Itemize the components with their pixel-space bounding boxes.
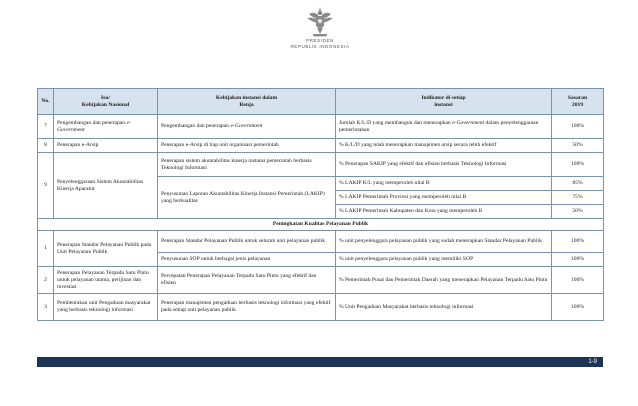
row-indicator: % unit penyelenggara pelayanan publik yang sudah menerapkan Standar Pelayanan Publik xyxy=(336,231,552,253)
table-row xyxy=(38,231,604,253)
table-row xyxy=(38,294,604,321)
header-indicator: Indikator di setiap instansi xyxy=(336,89,552,115)
table-row xyxy=(38,153,604,177)
row-indicator: % LAKIP Pemerintah Provinsi yang memperoleh nilai B xyxy=(336,191,552,205)
row-target: 100% xyxy=(552,231,604,253)
row-policy: Penyusunan Laporan Akuntabilitas Kinerja Instansi Pemerintah (LAKIP) yang berkualitas xyxy=(158,177,336,219)
table-row xyxy=(38,139,604,153)
row-indicator: % Unit Pengaduan Masyarakat berbasis teknologi informasi xyxy=(336,294,552,321)
row-issue: Penyelenggaraan Sistem Akuntabilitas Kinerja Aparatur xyxy=(54,153,158,219)
row-policy: Penerapan e-Arsip di tiap unit organisasi pemerintah xyxy=(158,139,336,153)
row-issue: Pengembangan dan penerapan e-Government xyxy=(54,115,158,139)
garuda-emblem xyxy=(285,4,355,80)
page-number: 1-9 xyxy=(588,359,597,365)
row-number: 1 xyxy=(38,231,54,267)
row-number: 9 xyxy=(38,153,54,219)
row-policy: Pengembangan dan penerapan e-Government xyxy=(158,115,336,139)
row-number: 8 xyxy=(38,139,54,153)
policy-table xyxy=(37,88,604,321)
row-indicator: Jumlah K/L/D yang membangun dan menerapkan e-Government dalam penyelenggaraan pemerintahan xyxy=(336,115,552,139)
row-issue: Penerapan Pelayanan Terpadu Satu Pintu untuk pelayanan utama, perijinan dan investasi xyxy=(54,267,158,294)
section-row xyxy=(38,219,604,231)
row-indicator: % LAKIP Pemerintah Kabupaten dan Kota yang memperoleh B xyxy=(336,205,552,219)
table-row xyxy=(38,115,604,139)
row-issue: Penerapan Standar Pelayanan Publik pada Unit Pelayanan Publik xyxy=(54,231,158,267)
row-number: 7 xyxy=(38,115,54,139)
garuda-emblem-icon xyxy=(305,4,335,38)
row-policy: Percepatan Penerapan Pelayanan Terpadu Satu Pintu yang efektif dan efisien xyxy=(158,267,336,294)
row-target: 100% xyxy=(552,153,604,177)
row-target: 50% xyxy=(552,205,604,219)
row-indicator: % LAKIP K/L yang memperoleh nilai B xyxy=(336,177,552,191)
row-policy: Penerapan Standar Pelayanan Publik untuk seluruh unit pelayanan publik xyxy=(158,231,336,253)
table-row xyxy=(38,267,604,294)
table-header-row xyxy=(38,89,604,115)
row-issue: Penerapan e-Arsip xyxy=(54,139,158,153)
row-indicator: % K/L/D yang telah menerapkan manajemen arsip secara lebih efektif xyxy=(336,139,552,153)
emblem-caption-line1: PRESIDEN xyxy=(306,38,334,43)
header-issue: Isu/ Kebijakan Nasional xyxy=(54,89,158,115)
row-target: 100% xyxy=(552,115,604,139)
header-target: Sasaran 2019 xyxy=(552,89,604,115)
row-target: 100% xyxy=(552,267,604,294)
emblem-caption-line2: REPUBLIK INDONESIA xyxy=(290,44,350,49)
header-policy: Kebijakan instansi dalam Renja xyxy=(158,89,336,115)
header-no: No. xyxy=(38,89,54,115)
row-policy: Penerapan manajemen pengaduan berbasis teknologi informasi yang efektif pada setiap unit pelayanan publik xyxy=(158,294,336,321)
row-indicator: % unit penyelenggara pelayanan publik yang memiliki SOP xyxy=(336,253,552,267)
row-indicator: % Pemerintah Pusat dan Pemerintah Daerah yang menerapkan Pelayanan Terpadu Satu Pintu xyxy=(336,267,552,294)
row-number: 2 xyxy=(38,267,54,294)
row-target: 100% xyxy=(552,294,604,321)
row-policy: Penyusunan SOP untuk berbagai jenis pelayanan xyxy=(158,253,336,267)
row-issue: Pembentukan unit Pengaduan masyarakat yang berbasis teknologi informasi xyxy=(54,294,158,321)
row-target: 85% xyxy=(552,177,604,191)
row-policy: Penerapan sistem akuntabilitas kinerja instansi pemerintah berbasis Teknologi Informasi xyxy=(158,153,336,177)
row-target: 75% xyxy=(552,191,604,205)
row-target: 100% xyxy=(552,253,604,267)
section-title: Peningkatan Kualitas Pelayanan Publik xyxy=(38,219,604,231)
row-number: 3 xyxy=(38,294,54,321)
row-indicator: % Penerapan SAKIP yang efektif dan efisien berbasis Teknologi Informasi xyxy=(336,153,552,177)
row-target: 50% xyxy=(552,139,604,153)
footer-bar xyxy=(37,357,603,367)
